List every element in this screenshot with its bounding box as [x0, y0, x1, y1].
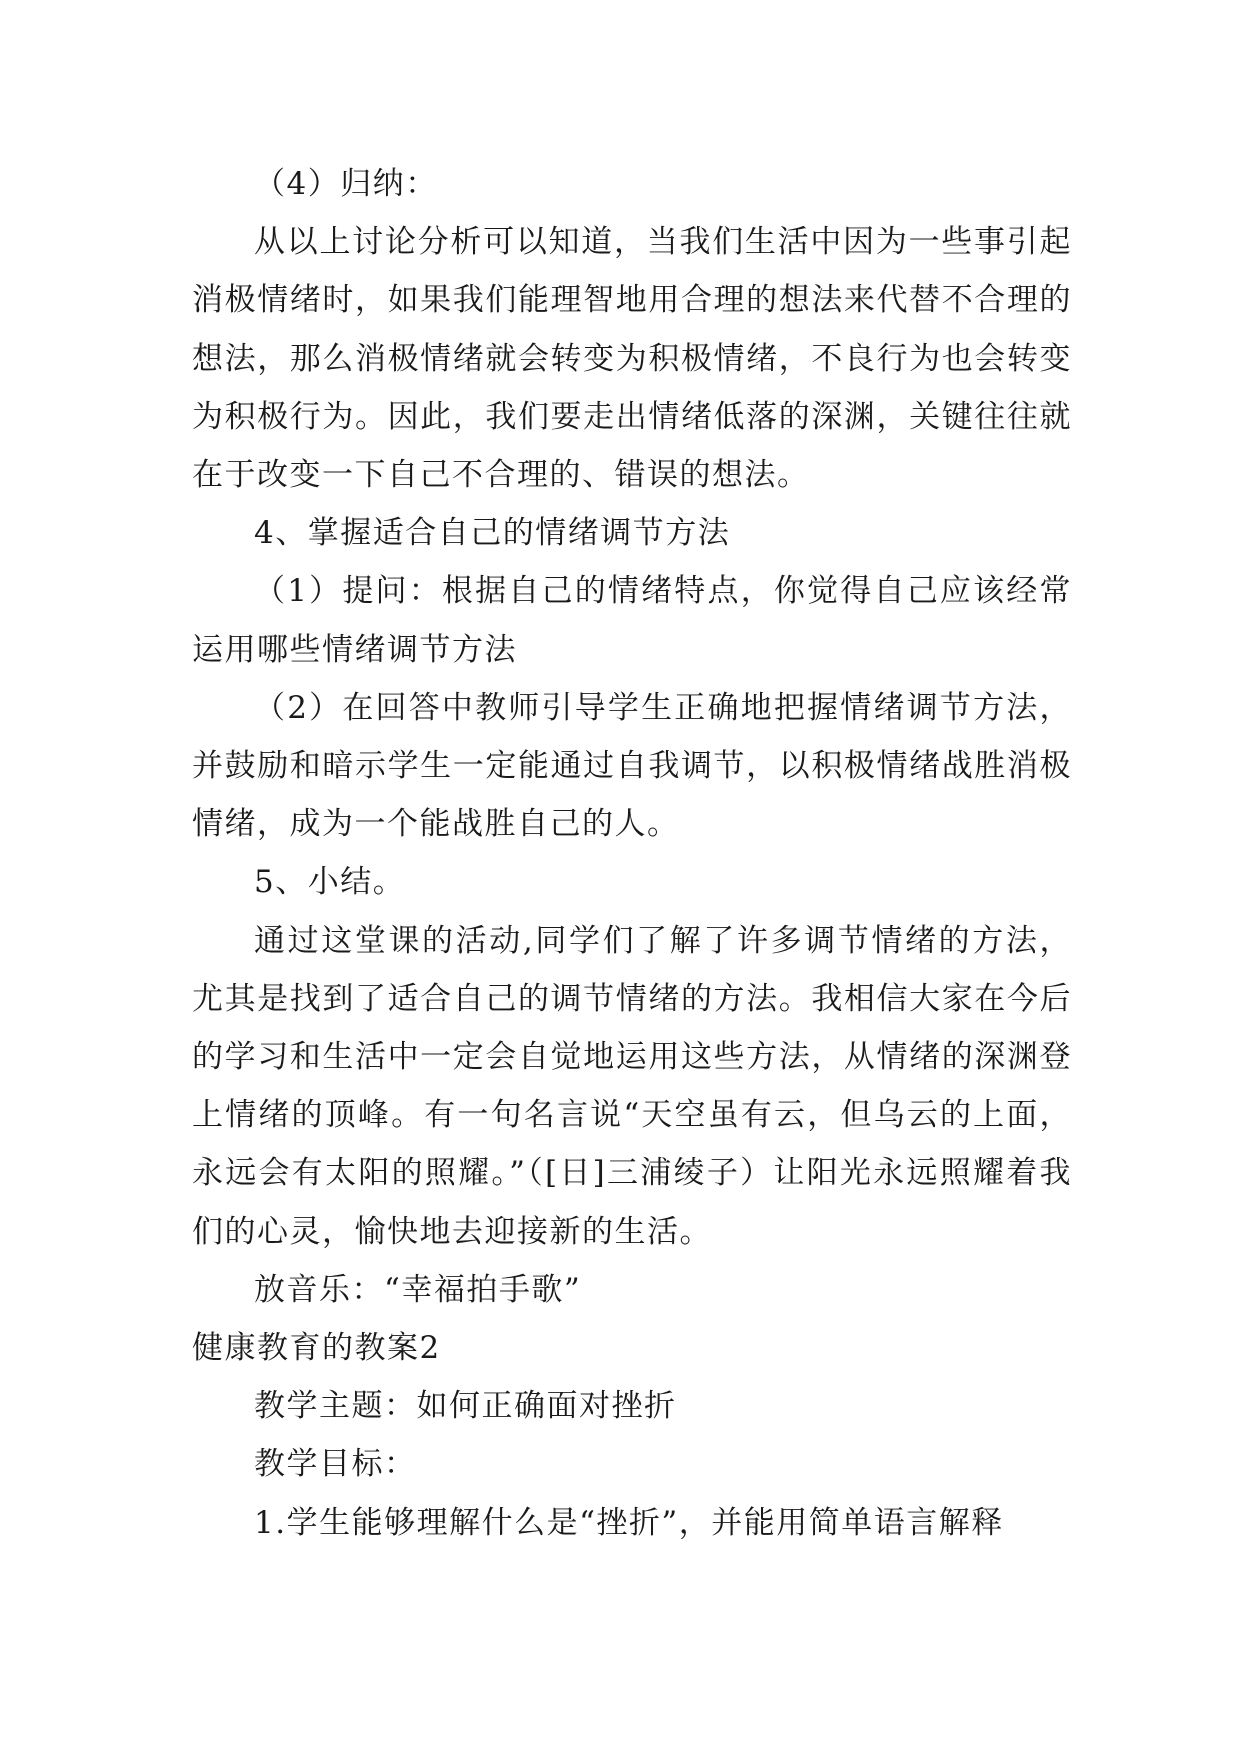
paragraph-section-5-heading: 5、小结。 [254, 864, 406, 901]
paragraph-question: （1）提问：根据自己的情绪特点，你觉得自己应该经常运用哪些情绪调节方法 [192, 573, 1072, 668]
paragraph-teacher-guidance: （2）在回答中教师引导学生正确地把握情绪调节方法，并鼓励和暗示学生一定能通过自我调节，以积极情绪战胜消极情绪，成为一个能战胜自己的人。 [192, 689, 1072, 843]
paragraph-conclusion: 通过这堂课的活动,同学们了解了许多调节情绪的方法，尤其是找到了适合自己的调节情绪的方法。我相信大家在今后的学习和生活中一定会自觉地运用这些方法，从情绪的深渊登上情绪的顶峰。有一句名言说“天空虽有云，但乌云的上面，永远会有太阳的照耀。”（[日]三浦绫子）让阳光永远照耀着我们的心灵，愉快地去迎接新的生活。 [192, 922, 1072, 1250]
document-body [192, 155, 1072, 1552]
paragraph-summary-heading: （4）归纳： [254, 166, 438, 202]
paragraph-music: 放音乐：“幸福拍手歌” [254, 1271, 582, 1308]
section-title-lesson-2: 健康教育的教案2 [192, 1330, 441, 1367]
paragraph-section-4-heading: 4、掌握适合自己的情绪调节方法 [254, 515, 731, 552]
paragraph-goal-1: 1.学生能够理解什么是“挫折”，并能用简单语言解释 [254, 1504, 1004, 1541]
paragraph-summary-body: 从以上讨论分析可以知道，当我们生活中因为一些事引起消极情绪时，如果我们能理智地用合理的想法来代替不合理的想法，那么消极情绪就会转变为积极情绪，不良行为也会转变为积极行为。因此，我们要走出情绪低落的深渊，关键往往就在于改变一下自己不合理的、错误的想法。 [192, 224, 1072, 494]
paragraph-teaching-theme: 教学主题：如何正确面对挫折 [254, 1388, 677, 1425]
paragraph-teaching-goals-heading: 教学目标： [254, 1446, 417, 1483]
